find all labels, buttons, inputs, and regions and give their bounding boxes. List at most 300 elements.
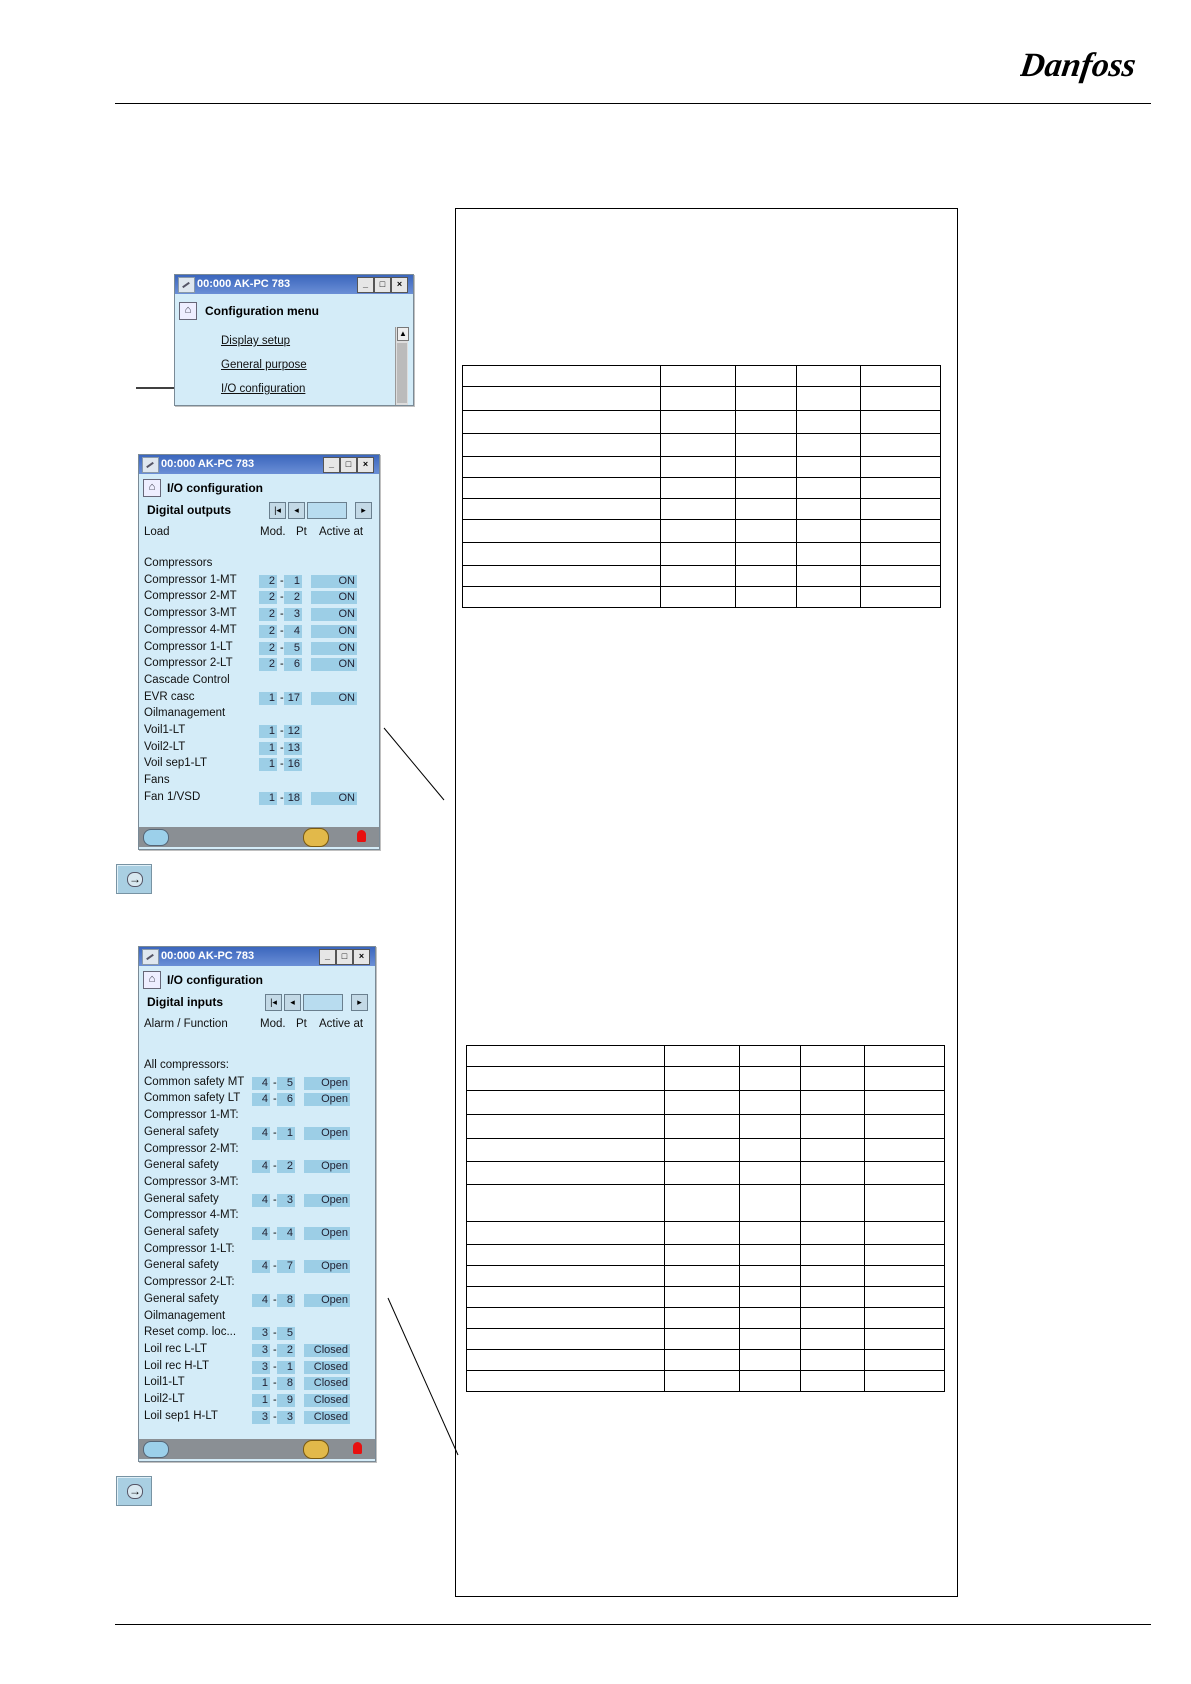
active-at-value[interactable]: Closed bbox=[304, 1411, 350, 1424]
point-value[interactable]: 1 bbox=[277, 1127, 295, 1140]
grid-cell bbox=[740, 1350, 801, 1371]
point-value[interactable]: 5 bbox=[277, 1077, 295, 1090]
menu-heading: Configuration menu bbox=[205, 304, 319, 318]
col-active-at: Active at bbox=[319, 1018, 364, 1030]
grid-row bbox=[467, 1139, 945, 1162]
grid-cell bbox=[861, 434, 941, 457]
grid-cell bbox=[463, 499, 661, 520]
grid-cell bbox=[467, 1329, 665, 1350]
grid-cell bbox=[463, 387, 661, 411]
grid-cell bbox=[665, 1222, 740, 1245]
point-value[interactable]: 1 bbox=[277, 1361, 295, 1374]
module-value[interactable]: 1 bbox=[259, 792, 277, 805]
grid-cell bbox=[736, 387, 797, 411]
grid-cell bbox=[467, 1266, 665, 1287]
grid-cell bbox=[740, 1222, 801, 1245]
grid-cell bbox=[797, 457, 861, 478]
window-heading: I/O configuration bbox=[167, 973, 263, 987]
grid-cell bbox=[797, 478, 861, 499]
module-value[interactable]: 3 bbox=[252, 1411, 270, 1424]
grid-cell bbox=[661, 366, 736, 387]
point-value[interactable]: 9 bbox=[277, 1394, 295, 1407]
module-value[interactable]: 4 bbox=[252, 1160, 270, 1173]
minimize-button[interactable]: _ bbox=[357, 277, 374, 293]
separator-dash: - bbox=[280, 608, 284, 621]
row-label: Common safety MT bbox=[144, 1075, 245, 1088]
view-mode-icon[interactable] bbox=[143, 1441, 169, 1458]
grid-cell bbox=[661, 434, 736, 457]
grid-cell bbox=[740, 1329, 801, 1350]
separator-dash: - bbox=[273, 1343, 277, 1356]
active-at-value[interactable]: ON bbox=[311, 642, 357, 655]
active-at-value[interactable]: Open bbox=[304, 1127, 350, 1140]
service-wrench-icon[interactable] bbox=[303, 828, 329, 847]
grid-cell bbox=[797, 387, 861, 411]
grid-cell bbox=[740, 1115, 801, 1139]
grid-cell bbox=[463, 566, 661, 587]
grid-cell bbox=[740, 1091, 801, 1115]
alarm-bell-icon[interactable] bbox=[353, 1442, 362, 1454]
grid-cell bbox=[801, 1222, 865, 1245]
grid-cell bbox=[865, 1091, 945, 1115]
module-value[interactable]: 1 bbox=[252, 1394, 270, 1407]
grid-row bbox=[467, 1266, 945, 1287]
grid-cell bbox=[463, 411, 661, 434]
module-value[interactable]: 1 bbox=[259, 742, 277, 755]
grid-cell bbox=[467, 1067, 665, 1091]
separator-dash: - bbox=[273, 1160, 277, 1173]
module-value[interactable]: 4 bbox=[252, 1127, 270, 1140]
grid-cell bbox=[463, 434, 661, 457]
grid-row bbox=[463, 587, 941, 608]
grid-cell bbox=[801, 1308, 865, 1329]
window-titlebar bbox=[139, 947, 375, 966]
grid-row bbox=[463, 543, 941, 566]
point-value[interactable]: 4 bbox=[284, 625, 302, 638]
active-at-value[interactable]: Closed bbox=[304, 1394, 350, 1407]
point-value[interactable]: 6 bbox=[277, 1093, 295, 1106]
grid-row bbox=[467, 1046, 945, 1067]
grid-cell bbox=[467, 1371, 665, 1392]
col-pt: Pt bbox=[296, 526, 307, 538]
grid-cell bbox=[661, 566, 736, 587]
grid-cell bbox=[736, 520, 797, 543]
grid-row bbox=[463, 366, 941, 387]
active-at-value[interactable]: Open bbox=[304, 1260, 350, 1273]
module-value[interactable]: 4 bbox=[252, 1194, 270, 1207]
grid-row bbox=[467, 1245, 945, 1266]
point-value[interactable]: 2 bbox=[277, 1344, 295, 1357]
point-value[interactable]: 4 bbox=[277, 1227, 295, 1240]
active-at-value[interactable]: Closed bbox=[304, 1344, 350, 1357]
close-button[interactable]: × bbox=[357, 457, 374, 473]
grid-cell bbox=[736, 543, 797, 566]
grid-cell bbox=[797, 499, 861, 520]
row-label: Voil sep1-LT bbox=[144, 757, 208, 770]
grid-cell bbox=[736, 587, 797, 608]
point-value[interactable]: 12 bbox=[284, 725, 302, 738]
module-value[interactable]: 3 bbox=[252, 1344, 270, 1357]
grid-row bbox=[463, 520, 941, 543]
point-value[interactable]: 2 bbox=[277, 1160, 295, 1173]
grid-cell bbox=[865, 1139, 945, 1162]
grid-cell bbox=[665, 1185, 740, 1222]
row-label: Voil1-LT bbox=[144, 724, 186, 736]
grid-cell bbox=[665, 1371, 740, 1392]
active-at-value[interactable]: Open bbox=[304, 1227, 350, 1240]
active-at-value[interactable]: ON bbox=[311, 625, 357, 638]
grid-row bbox=[467, 1091, 945, 1115]
active-at-value[interactable]: Closed bbox=[304, 1377, 350, 1390]
row-label: EVR casc bbox=[144, 690, 195, 703]
grid-cell bbox=[665, 1266, 740, 1287]
menu-item-general-purpose[interactable]: General purpose bbox=[221, 359, 307, 371]
col-alarm-function: Alarm / Function bbox=[144, 1018, 228, 1030]
grid-cell bbox=[865, 1371, 945, 1392]
module-value[interactable]: 4 bbox=[252, 1077, 270, 1090]
point-value[interactable]: 13 bbox=[284, 742, 302, 755]
grid-cell bbox=[736, 499, 797, 520]
grid-cell bbox=[861, 520, 941, 543]
point-value[interactable]: 5 bbox=[277, 1327, 295, 1340]
separator-dash: - bbox=[280, 591, 284, 604]
grid-cell bbox=[801, 1371, 865, 1392]
grid-cell bbox=[661, 457, 736, 478]
home-icon[interactable]: ⌂ bbox=[143, 971, 161, 989]
module-value[interactable]: 2 bbox=[259, 575, 277, 588]
maximize-button[interactable]: □ bbox=[374, 277, 391, 293]
grid-cell bbox=[740, 1245, 801, 1266]
grid-cell bbox=[661, 387, 736, 411]
grid-row bbox=[467, 1371, 945, 1392]
point-value[interactable]: 6 bbox=[284, 658, 302, 671]
row-label: All compressors: bbox=[144, 1059, 229, 1071]
separator-dash: - bbox=[280, 574, 284, 587]
grid-row bbox=[467, 1350, 945, 1371]
module-value[interactable]: 1 bbox=[252, 1377, 270, 1390]
point-value[interactable]: 8 bbox=[277, 1377, 295, 1390]
col-mod: Mod. bbox=[260, 1018, 286, 1030]
prev-page-icon[interactable]: ◂ bbox=[288, 502, 305, 519]
grid-cell bbox=[467, 1350, 665, 1371]
grid-cell bbox=[467, 1115, 665, 1139]
grid-cell bbox=[665, 1308, 740, 1329]
grid-cell bbox=[865, 1266, 945, 1287]
grid-cell bbox=[665, 1067, 740, 1091]
point-value[interactable]: 3 bbox=[284, 608, 302, 621]
grid-cell bbox=[801, 1287, 865, 1308]
grid-cell bbox=[661, 543, 736, 566]
grid-cell bbox=[665, 1162, 740, 1185]
row-label: Compressor 4-MT: bbox=[144, 1209, 239, 1222]
app-icon bbox=[142, 457, 159, 473]
window-title: 00:000 AK-PC 783 bbox=[197, 278, 291, 290]
first-page-icon[interactable]: |◂ bbox=[265, 994, 282, 1011]
row-label: Cascade Control bbox=[144, 673, 230, 686]
grid-cell bbox=[740, 1067, 801, 1091]
row-label: Compressor 1-LT bbox=[144, 640, 233, 653]
module-value[interactable]: 1 bbox=[259, 758, 277, 771]
grid-cell bbox=[740, 1371, 801, 1392]
separator-dash: - bbox=[273, 1193, 277, 1206]
grid-row bbox=[467, 1222, 945, 1245]
grid-cell bbox=[797, 587, 861, 608]
next-arrow-button[interactable] bbox=[116, 1476, 152, 1506]
row-label: General safety bbox=[144, 1192, 219, 1205]
page-navigator bbox=[265, 994, 371, 1011]
page-navigator bbox=[269, 502, 375, 519]
module-value[interactable]: 4 bbox=[252, 1260, 270, 1273]
next-arrow-button[interactable] bbox=[116, 864, 152, 894]
scroll-up-icon[interactable]: ▲ bbox=[397, 327, 409, 341]
row-label: Oilmanagement bbox=[144, 1309, 226, 1322]
alarm-bell-icon[interactable] bbox=[357, 830, 366, 842]
grid-cell bbox=[463, 366, 661, 387]
row-label: Compressor 1-MT: bbox=[144, 1109, 239, 1122]
grid-cell bbox=[865, 1067, 945, 1091]
grid-cell bbox=[801, 1046, 865, 1067]
grid-cell bbox=[665, 1329, 740, 1350]
minimize-button[interactable]: _ bbox=[323, 457, 340, 473]
active-at-value[interactable]: Open bbox=[304, 1077, 350, 1090]
active-at-value[interactable]: Open bbox=[304, 1160, 350, 1173]
grid-cell bbox=[865, 1329, 945, 1350]
maximize-button[interactable]: □ bbox=[340, 457, 357, 473]
module-value[interactable]: 1 bbox=[259, 725, 277, 738]
grid-cell bbox=[736, 566, 797, 587]
grid-cell bbox=[740, 1308, 801, 1329]
grid-cell bbox=[665, 1046, 740, 1067]
service-wrench-icon[interactable] bbox=[303, 1440, 329, 1459]
module-value[interactable]: 2 bbox=[259, 625, 277, 638]
grid-cell bbox=[467, 1287, 665, 1308]
grid-cell bbox=[865, 1350, 945, 1371]
row-label: Compressor 3-MT: bbox=[144, 1175, 239, 1188]
grid-cell bbox=[736, 434, 797, 457]
grid-cell bbox=[736, 366, 797, 387]
grid-cell bbox=[801, 1091, 865, 1115]
grid-cell bbox=[801, 1329, 865, 1350]
separator-dash: - bbox=[273, 1293, 277, 1306]
row-label: Compressor 3-MT bbox=[144, 607, 237, 620]
module-value[interactable]: 2 bbox=[259, 658, 277, 671]
page-indicator[interactable] bbox=[303, 994, 343, 1011]
grid-cell bbox=[801, 1067, 865, 1091]
grid-cell bbox=[736, 478, 797, 499]
active-at-value[interactable]: Open bbox=[304, 1294, 350, 1307]
scrollbar[interactable] bbox=[395, 327, 408, 405]
row-label: Voil2-LT bbox=[144, 740, 186, 753]
active-at-value[interactable]: Open bbox=[304, 1194, 350, 1207]
grid-cell bbox=[467, 1046, 665, 1067]
grid-cell bbox=[463, 457, 661, 478]
grid-cell bbox=[463, 520, 661, 543]
close-button[interactable]: × bbox=[391, 277, 408, 293]
window-heading: I/O configuration bbox=[167, 481, 263, 495]
home-icon[interactable]: ⌂ bbox=[143, 479, 161, 497]
module-value[interactable]: 2 bbox=[259, 642, 277, 655]
col-pt: Pt bbox=[296, 1018, 307, 1030]
row-label: Compressor 4-MT bbox=[144, 623, 237, 636]
grid-cell bbox=[865, 1245, 945, 1266]
row-label: Common safety LT bbox=[144, 1092, 241, 1105]
view-mode-icon[interactable] bbox=[143, 829, 169, 846]
grid-cell bbox=[740, 1287, 801, 1308]
module-value[interactable]: 4 bbox=[252, 1294, 270, 1307]
point-value[interactable]: 18 bbox=[284, 792, 302, 805]
scroll-thumb[interactable] bbox=[397, 343, 407, 403]
grid-cell bbox=[865, 1222, 945, 1245]
grid-cell bbox=[736, 411, 797, 434]
grid-cell bbox=[797, 366, 861, 387]
separator-dash: - bbox=[280, 791, 284, 804]
active-at-value[interactable]: ON bbox=[311, 591, 357, 604]
separator-dash: - bbox=[280, 641, 284, 654]
active-at-value[interactable]: ON bbox=[311, 692, 357, 705]
next-page-icon[interactable]: ▸ bbox=[355, 502, 372, 519]
separator-dash: - bbox=[273, 1377, 277, 1390]
grid-row bbox=[463, 434, 941, 457]
grid-row bbox=[463, 411, 941, 434]
menu-item-display-setup[interactable]: Display setup bbox=[221, 335, 291, 347]
point-value[interactable]: 3 bbox=[277, 1194, 295, 1207]
grid-cell bbox=[740, 1266, 801, 1287]
connector-lines bbox=[380, 720, 460, 1460]
grid-cell bbox=[665, 1245, 740, 1266]
row-label: Compressor 2-MT: bbox=[144, 1142, 239, 1155]
active-at-value[interactable]: ON bbox=[311, 658, 357, 671]
active-at-value[interactable]: ON bbox=[311, 792, 357, 805]
separator-dash: - bbox=[280, 624, 284, 637]
separator-dash: - bbox=[280, 741, 284, 754]
logo-wordmark: Danfoss bbox=[1020, 47, 1139, 84]
next-page-icon[interactable]: ▸ bbox=[351, 994, 368, 1011]
module-value[interactable]: 4 bbox=[252, 1093, 270, 1106]
row-label: Compressor 1-MT bbox=[144, 573, 237, 586]
separator-dash: - bbox=[273, 1394, 277, 1406]
grid-cell bbox=[661, 478, 736, 499]
row-label: Reset comp. loc... bbox=[144, 1326, 237, 1339]
grid-cell bbox=[661, 520, 736, 543]
active-at-value[interactable]: Open bbox=[304, 1093, 350, 1106]
module-value[interactable]: 3 bbox=[252, 1327, 270, 1340]
row-label: Fan 1/VSD bbox=[144, 790, 201, 803]
grid-cell bbox=[861, 478, 941, 499]
grid-cell bbox=[865, 1308, 945, 1329]
grid-cell bbox=[797, 520, 861, 543]
grid-cell bbox=[463, 478, 661, 499]
module-value[interactable]: 4 bbox=[252, 1227, 270, 1240]
point-value[interactable]: 2 bbox=[284, 591, 302, 604]
separator-dash: - bbox=[273, 1093, 277, 1106]
grid-row bbox=[467, 1115, 945, 1139]
page-indicator[interactable] bbox=[307, 502, 347, 519]
grid-cell bbox=[665, 1287, 740, 1308]
separator-dash: - bbox=[280, 658, 284, 671]
row-label: General safety bbox=[144, 1226, 219, 1238]
grid-cell bbox=[861, 411, 941, 434]
prev-page-icon[interactable]: ◂ bbox=[284, 994, 301, 1011]
grid-cell bbox=[467, 1162, 665, 1185]
module-value[interactable]: 1 bbox=[259, 692, 277, 705]
active-at-value[interactable]: ON bbox=[311, 608, 357, 621]
row-label: Loil rec H-LT bbox=[144, 1359, 209, 1372]
grid-cell bbox=[801, 1115, 865, 1139]
point-value[interactable]: 8 bbox=[277, 1294, 295, 1307]
grid-cell bbox=[661, 411, 736, 434]
point-value[interactable]: 7 bbox=[277, 1260, 295, 1273]
row-label: Compressor 2-MT bbox=[144, 590, 237, 603]
grid-cell bbox=[861, 366, 941, 387]
grid-row bbox=[463, 566, 941, 587]
module-value[interactable]: 2 bbox=[259, 608, 277, 621]
row-label: Fans bbox=[144, 774, 170, 787]
separator-dash: - bbox=[273, 1327, 277, 1340]
module-value[interactable]: 2 bbox=[259, 591, 277, 604]
grid-row bbox=[467, 1067, 945, 1091]
row-label: General safety bbox=[144, 1259, 219, 1272]
app-icon bbox=[178, 277, 195, 293]
home-icon[interactable]: ⌂ bbox=[179, 302, 197, 320]
grid-cell bbox=[661, 587, 736, 608]
grid-cell bbox=[797, 411, 861, 434]
status-bar bbox=[139, 1439, 375, 1459]
digital-inputs-window bbox=[138, 946, 376, 1462]
separator-dash: - bbox=[273, 1126, 277, 1139]
grid-cell bbox=[861, 543, 941, 566]
grid-cell bbox=[665, 1139, 740, 1162]
maximize-button[interactable]: □ bbox=[336, 949, 353, 965]
digital-outputs-window bbox=[138, 454, 380, 850]
point-value[interactable]: 3 bbox=[277, 1411, 295, 1424]
grid-cell bbox=[665, 1350, 740, 1371]
active-at-value[interactable]: ON bbox=[311, 575, 357, 588]
grid-cell bbox=[665, 1115, 740, 1139]
row-label: Loil sep1 H-LT bbox=[144, 1409, 218, 1422]
grid-cell bbox=[861, 457, 941, 478]
grid-cell bbox=[736, 457, 797, 478]
point-value[interactable]: 16 bbox=[284, 758, 302, 771]
grid-row bbox=[463, 499, 941, 520]
description-panel bbox=[455, 208, 958, 1597]
grid-row bbox=[467, 1185, 945, 1222]
grid-cell bbox=[463, 543, 661, 566]
grid-row bbox=[467, 1287, 945, 1308]
active-at-value[interactable]: Closed bbox=[304, 1361, 350, 1374]
separator-dash: - bbox=[273, 1260, 277, 1273]
separator-dash: - bbox=[273, 1076, 277, 1089]
minimize-button[interactable]: _ bbox=[319, 949, 336, 965]
separator-dash: - bbox=[280, 725, 284, 737]
row-label: General safety bbox=[144, 1159, 219, 1172]
point-value[interactable]: 5 bbox=[284, 642, 302, 655]
row-label: Loil2-LT bbox=[144, 1393, 185, 1405]
app-icon bbox=[142, 949, 159, 965]
first-page-icon[interactable]: |◂ bbox=[269, 502, 286, 519]
grid-cell bbox=[797, 434, 861, 457]
grid-row bbox=[467, 1329, 945, 1350]
close-button[interactable]: × bbox=[353, 949, 370, 965]
module-value[interactable]: 3 bbox=[252, 1361, 270, 1374]
grid-cell bbox=[797, 543, 861, 566]
menu-item-io-configuration[interactable]: I/O configuration bbox=[221, 383, 306, 395]
point-value[interactable]: 17 bbox=[284, 692, 302, 705]
point-value[interactable]: 1 bbox=[284, 575, 302, 588]
grid-cell bbox=[740, 1139, 801, 1162]
grid-cell bbox=[865, 1115, 945, 1139]
grid-cell bbox=[865, 1185, 945, 1222]
grid-row bbox=[463, 478, 941, 499]
